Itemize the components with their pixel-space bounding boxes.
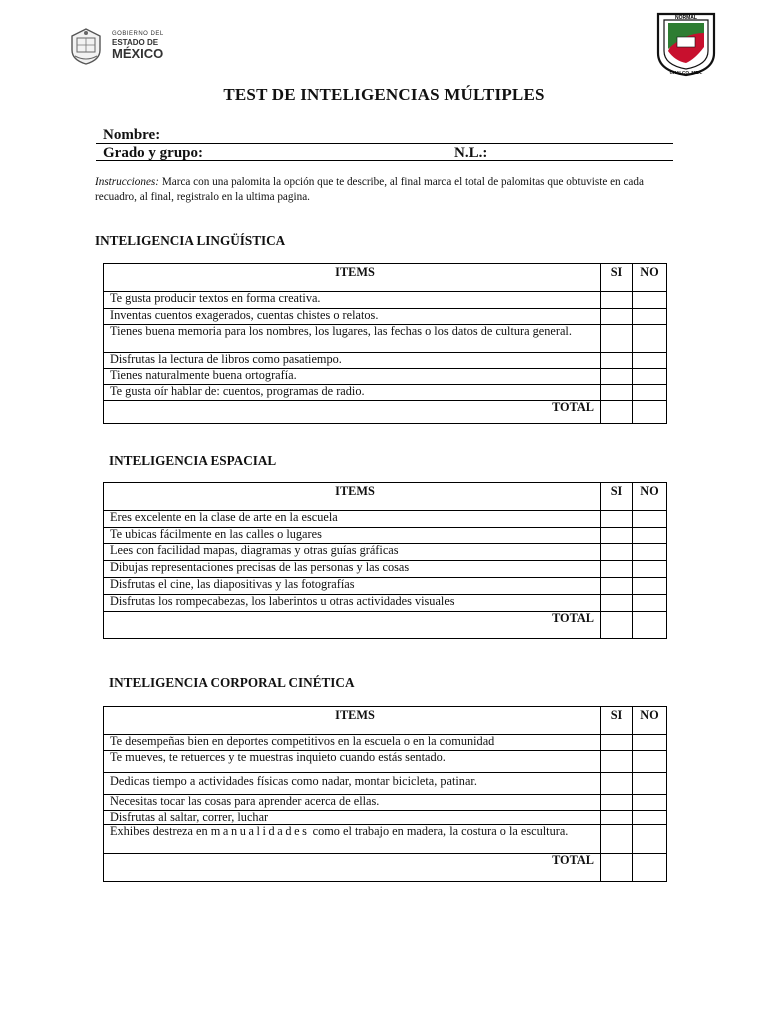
name-label: Nombre: [103, 127, 161, 143]
item-text: Te mueves, te retuerces y te muestras inquieto cuando estás sentado. [104, 751, 601, 773]
table-row [104, 353, 667, 369]
item-text: Disfrutas el cine, las diapositivas y las fotografías [104, 578, 601, 595]
total-label: TOTAL [104, 854, 601, 882]
si-checkbox[interactable] [601, 825, 633, 854]
item-text: Disfrutas la lectura de libros como pasatiempo. [104, 353, 601, 369]
table-header-row [104, 483, 667, 511]
table-row [104, 595, 667, 612]
school-seal-logo [655, 11, 717, 77]
items-table-corporal [103, 706, 667, 882]
gobierno-edomex-logo [66, 26, 196, 68]
grade-field[interactable] [96, 160, 673, 161]
si-total-cell[interactable] [601, 612, 633, 639]
gov-text [112, 31, 164, 60]
table-row [104, 528, 667, 544]
no-header: NO [633, 707, 667, 735]
item-text-part1: Exhibes destreza en [110, 824, 208, 838]
grade-label: Grado y grupo: [103, 145, 204, 161]
table-header-row [104, 264, 667, 292]
no-checkbox[interactable] [633, 511, 667, 528]
item-text-spaced: manualidades [210, 824, 310, 838]
no-checkbox[interactable] [633, 528, 667, 544]
no-checkbox[interactable] [633, 735, 667, 751]
no-checkbox[interactable] [633, 751, 667, 773]
gov-line2: ESTADO DE [112, 38, 159, 47]
table-row [104, 544, 667, 561]
no-checkbox[interactable] [633, 773, 667, 795]
table-row [104, 369, 667, 385]
total-row [104, 401, 667, 424]
item-text: Inventas cuentos exagerados, cuentas chistes o relatos. [104, 309, 601, 325]
items-table-espacial [103, 482, 667, 639]
no-checkbox[interactable] [633, 578, 667, 595]
no-checkbox[interactable] [633, 353, 667, 369]
table-row [104, 309, 667, 325]
no-checkbox[interactable] [633, 595, 667, 612]
svg-text:NORMAL: NORMAL [675, 15, 697, 21]
item-text: Tienes naturalmente buena ortografía. [104, 369, 601, 385]
si-checkbox[interactable] [601, 369, 633, 385]
no-checkbox[interactable] [633, 795, 667, 811]
total-row [104, 854, 667, 882]
instructions-lead: Instrucciones: [95, 176, 160, 188]
section-title-espacial: INTELIGENCIA ESPACIAL [109, 453, 277, 468]
si-checkbox[interactable] [601, 544, 633, 561]
items-header: ITEMS [104, 483, 601, 511]
no-checkbox[interactable] [633, 292, 667, 309]
table-row [104, 511, 667, 528]
table-row [104, 811, 667, 825]
table-row [104, 751, 667, 773]
table-row [104, 773, 667, 795]
si-checkbox[interactable] [601, 353, 633, 369]
table-row [104, 561, 667, 578]
si-checkbox[interactable] [601, 578, 633, 595]
si-checkbox[interactable] [601, 795, 633, 811]
item-text: Eres excelente en la clase de arte en la escuela [104, 511, 601, 528]
table-header-row [104, 707, 667, 735]
state-seal-icon [66, 26, 106, 66]
items-header: ITEMS [104, 264, 601, 292]
no-header: NO [633, 264, 667, 292]
table-row [104, 795, 667, 811]
name-field[interactable] [96, 143, 673, 144]
item-text: Dibujas representaciones precisas de las personas y las cosas [104, 561, 601, 578]
si-checkbox[interactable] [601, 528, 633, 544]
si-checkbox[interactable] [601, 751, 633, 773]
no-checkbox[interactable] [633, 561, 667, 578]
no-checkbox[interactable] [633, 544, 667, 561]
si-header: SI [601, 483, 633, 511]
no-total-cell[interactable] [633, 612, 667, 639]
item-text: Necesitas tocar las cosas para aprender acerca de ellas. [104, 795, 601, 811]
no-checkbox[interactable] [633, 369, 667, 385]
si-checkbox[interactable] [601, 385, 633, 401]
table-row [104, 292, 667, 309]
section-title-corporal: INTELIGENCIA CORPORAL CINÉTICA [109, 675, 355, 690]
gov-line1: GOBIERNO DEL [112, 31, 164, 37]
no-header: NO [633, 483, 667, 511]
table-row [104, 325, 667, 353]
si-total-cell[interactable] [601, 401, 633, 424]
table-row [104, 825, 667, 854]
no-checkbox[interactable] [633, 825, 667, 854]
total-row [104, 612, 667, 639]
si-checkbox[interactable] [601, 773, 633, 795]
section-title-linguistica: INTELIGENCIA LINGÜÍSTICA [95, 233, 286, 248]
svg-text:CHALCO, MEX.: CHALCO, MEX. [669, 70, 703, 75]
nl-label: N.L.: [454, 145, 488, 161]
item-text: Disfrutas al saltar, correr, luchar [104, 811, 601, 825]
item-text: Te gusta oír hablar de: cuentos, programas de radio. [104, 385, 601, 401]
si-checkbox[interactable] [601, 595, 633, 612]
instructions-text: Marca con una palomita la opción que te describe, al final marca el total de palomitas que obtuviste en cada recuadro, al final, registralo en la ultima pagina. [95, 176, 644, 203]
table-row [104, 385, 667, 401]
gov-line3: MÉXICO [112, 46, 164, 61]
item-text-part2: como el trabajo en madera, la costura o la escultura. [312, 824, 569, 838]
si-header: SI [601, 264, 633, 292]
si-header: SI [601, 707, 633, 735]
item-text: Lees con facilidad mapas, diagramas y otras guías gráficas [104, 544, 601, 561]
no-checkbox[interactable] [633, 325, 667, 353]
si-checkbox[interactable] [601, 511, 633, 528]
page-title: TEST DE INTELIGENCIAS MÚLTIPLES [223, 85, 545, 104]
item-text: Te desempeñas bien en deportes competitivos en la escuela o en la comunidad [104, 735, 601, 751]
table-row [104, 735, 667, 751]
si-checkbox[interactable] [601, 292, 633, 309]
item-text: Te gusta producir textos en forma creativa. [104, 292, 601, 309]
item-text: Dedicas tiempo a actividades físicas como nadar, montar bicicleta, patinar. [104, 773, 601, 795]
item-text: Te ubicas fácilmente en las calles o lugares [104, 528, 601, 544]
items-header: ITEMS [104, 707, 601, 735]
no-total-cell[interactable] [633, 401, 667, 424]
si-checkbox[interactable] [601, 811, 633, 825]
si-checkbox[interactable] [601, 735, 633, 751]
si-total-cell[interactable] [601, 854, 633, 882]
total-label: TOTAL [104, 612, 601, 639]
instructions [95, 175, 655, 205]
total-label: TOTAL [104, 401, 601, 424]
si-checkbox[interactable] [601, 309, 633, 325]
no-checkbox[interactable] [633, 385, 667, 401]
item-text [104, 825, 601, 854]
items-table-linguistica [103, 263, 667, 424]
si-checkbox[interactable] [601, 325, 633, 353]
item-text: Tienes buena memoria para los nombres, los lugares, las fechas o los datos de cultura general. [104, 325, 601, 353]
no-checkbox[interactable] [633, 811, 667, 825]
no-checkbox[interactable] [633, 309, 667, 325]
item-text: Disfrutas los rompecabezas, los laberintos u otras actividades visuales [104, 595, 601, 612]
no-total-cell[interactable] [633, 854, 667, 882]
si-checkbox[interactable] [601, 561, 633, 578]
table-row [104, 578, 667, 595]
